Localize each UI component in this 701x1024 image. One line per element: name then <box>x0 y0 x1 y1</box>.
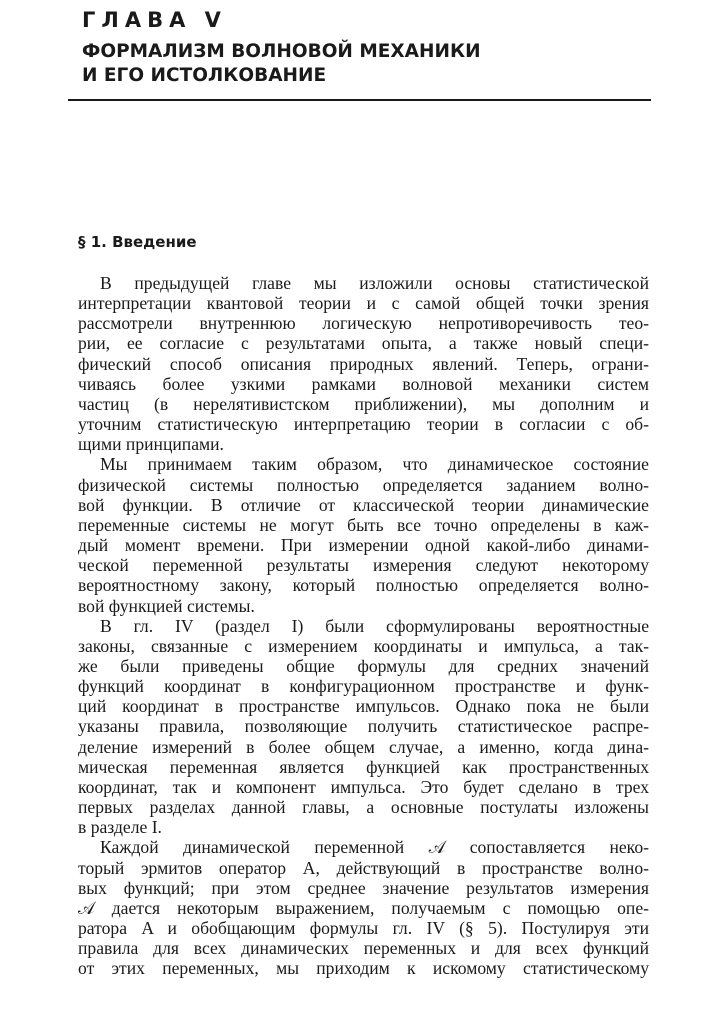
section-heading: § 1. Введение <box>78 233 197 251</box>
text-line: первых разделах данной главы, а основные постулаты изложены <box>78 797 649 818</box>
chapter-label: ГЛАВА V <box>82 8 227 32</box>
text-line: торый эрмитов оператор A, действующий в пространстве волно- <box>78 857 649 878</box>
text-line: вой функцией системы. <box>78 595 255 616</box>
text-line: щими принципами. <box>78 434 224 455</box>
text-line: физической системы полностью определяется заданием волно- <box>78 474 649 495</box>
text-line: деление измерений в более общем случае, а именно, когда дина- <box>78 736 649 757</box>
text-line: В предыдущей главе мы изложили основы статистической <box>100 273 649 293</box>
header-rule <box>68 99 651 101</box>
text-line: В гл. IV (раздел I) были сформулированы вероятностные <box>100 615 649 636</box>
text-line: мическая переменная является функцией как пространственных <box>78 756 649 777</box>
text-line: фический способ описания природных явлений. Теперь, ограни- <box>78 353 649 374</box>
text-line: указаны правила, позволяющие получить статистическое распре- <box>78 716 649 737</box>
text-line: чиваясь более узкими рамками волновой механики систем <box>78 373 649 394</box>
text-line: интерпретации квантовой теории и с самой общей точки зрения <box>78 293 649 314</box>
chapter-title-line: ФОРМАЛИЗМ ВОЛНОВОЙ МЕХАНИКИ <box>82 41 481 62</box>
text-line: рассмотрели внутреннюю логическую непротиворечивость тео- <box>78 313 649 334</box>
text-line: координат, так и компонент импульса. Это будет сделано в трех <box>78 776 649 797</box>
chapter-title-line: И ЕГО ИСТОЛКОВАНИЕ <box>82 65 327 86</box>
text-line: функций координат в конфигурационном пространстве и функ- <box>78 676 649 697</box>
text-line: частиц (в нерелятивистском приближении), мы дополним и <box>78 393 649 414</box>
text-line: Каждой динамической переменной 𝒜 сопоставляется неко- <box>100 837 649 858</box>
chapter-title <box>82 40 481 88</box>
text-line: ратора A и обобщающим формулы гл. IV (§ 5). Постулируя эти <box>78 918 649 938</box>
text-line: в разделе I. <box>78 817 162 838</box>
text-line: от этих переменных, мы приходим к искомому статистическому <box>78 958 649 979</box>
text-line: дый момент времени. При измерении одной какой-либо динами- <box>78 535 649 556</box>
text-line: переменные системы не могут быть все точно определены в каж- <box>78 514 649 535</box>
text-line: рии, ее согласие с результатами опыта, а также новый специ- <box>78 333 649 354</box>
text-line: вых функций; при этом среднее значение результатов измерения <box>78 877 649 898</box>
text-line: правила для всех динамических переменных и для всех функций <box>78 938 649 959</box>
text-line: 𝒜 дается некоторым выражением, получаемым с помощью опе- <box>78 897 649 918</box>
body-text <box>78 273 649 978</box>
text-line: вой функции. В отличие от классической теории динамические <box>78 494 649 515</box>
text-line: Мы принимаем таким образом, что динамическое состояние <box>100 454 649 475</box>
text-line: ций координат в пространстве импульсов. Однако пока не были <box>78 696 649 717</box>
text-line: законы, связанные с измерением координаты и импульса, а так- <box>78 635 649 656</box>
text-line: ческой переменной результаты измерения следуют некоторому <box>78 555 649 576</box>
text-line: уточним статистическую интерпретацию теории в согласии с об- <box>78 414 649 435</box>
text-line: же были приведены общие формулы для средних значений <box>78 655 649 676</box>
text-line: вероятностному закону, который полностью определяется волно- <box>78 575 649 596</box>
